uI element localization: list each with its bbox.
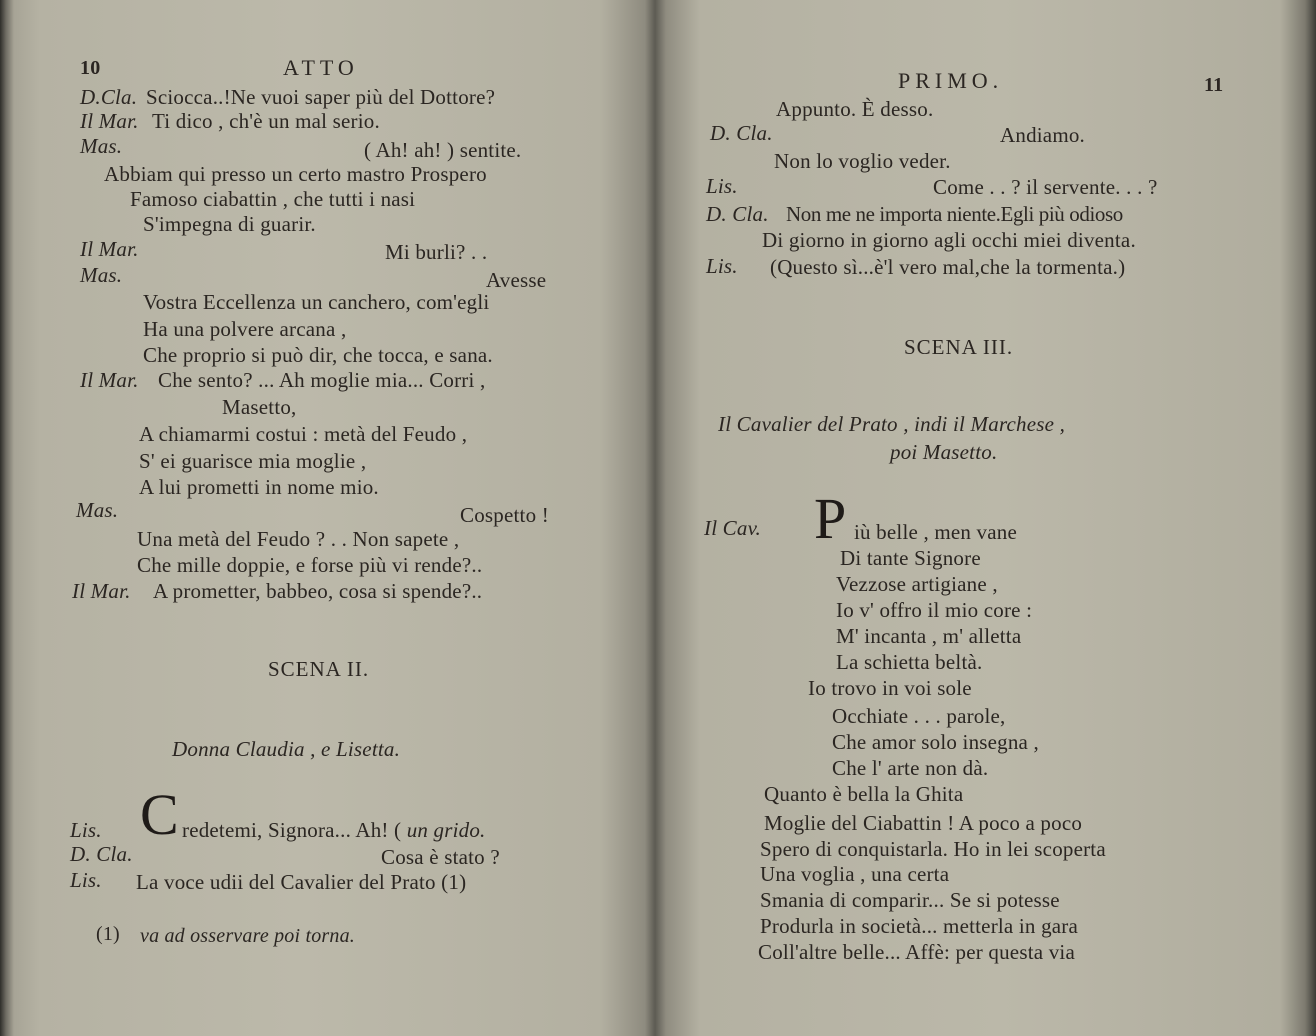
text-line: A prometter, babbeo, cosa si spende?.. xyxy=(153,579,483,603)
speaker: Lis. xyxy=(706,174,738,198)
text-line: Vostra Eccellenza un canchero, com'egli xyxy=(143,290,490,314)
text-line: Non lo voglio veder. xyxy=(774,149,951,173)
text-line: Masetto, xyxy=(222,395,297,419)
verse-line: La schietta beltà. xyxy=(836,650,983,674)
text-line: Ha una polvere arcana , xyxy=(143,317,347,341)
speaker: Il Mar. xyxy=(80,109,139,133)
speaker: Mas. xyxy=(80,134,123,158)
text-line: Di giorno in giorno agli occhi miei diventa. xyxy=(762,228,1136,252)
text-line: Sciocca..!Ne vuoi saper più del Dottore? xyxy=(146,85,496,109)
right-page xyxy=(658,0,1316,1036)
text-line: Famoso ciabattin , che tutti i nasi xyxy=(130,187,416,211)
page-number: 10 xyxy=(80,57,101,79)
speaker: Lis. xyxy=(70,868,102,892)
speaker: D.Cla. xyxy=(80,85,138,109)
speaker: D. Cla. xyxy=(706,202,769,226)
text-line: (Questo sì...è'l vero mal,che la tormenta.) xyxy=(770,255,1126,279)
verse-line: Che amor solo insegna , xyxy=(832,730,1039,754)
text-line: Come . . ? il servente. . . ? xyxy=(933,175,1158,199)
running-head: PRIMO. xyxy=(898,68,1004,93)
speaker: Il Mar. xyxy=(72,579,131,603)
speaker: Mas. xyxy=(76,498,119,522)
speaker: Il Mar. xyxy=(80,237,139,261)
scene-title: SCENA III. xyxy=(904,335,1014,359)
drop-cap: C xyxy=(140,782,179,847)
text-line: Non me ne importa niente.Egli più odioso xyxy=(786,202,1123,226)
text-line: ( Ah! ah! ) sentite. xyxy=(364,138,522,162)
verse-line: Una voglia , una certa xyxy=(760,862,950,886)
verse-line: iù belle , men vane xyxy=(854,520,1017,544)
text-line: A chiamarmi costui : metà del Feudo , xyxy=(139,422,468,446)
verse-line: Occhiate . . . parole, xyxy=(832,704,1006,728)
scene-characters: Donna Claudia , e Lisetta. xyxy=(172,737,401,761)
verse-line: Io trovo in voi sole xyxy=(808,676,972,700)
verse-line: M' incanta , m' alletta xyxy=(836,624,1022,648)
speaker: Il Cav. xyxy=(704,516,761,540)
text-line: Cosa è stato ? xyxy=(381,845,500,869)
verse-line: Smania di comparir... Se si potesse xyxy=(760,888,1060,912)
verse-line: Che l' arte non dà. xyxy=(832,756,989,780)
scene-characters: Il Cavalier del Prato , indi il Marchese , xyxy=(718,412,1066,436)
verse-line: Vezzose artigiane , xyxy=(836,572,998,596)
speaker: Mas. xyxy=(80,263,123,287)
text-line: Mi burli? . . xyxy=(385,240,488,264)
text-line: Che sento? ... Ah moglie mia... Corri , xyxy=(158,368,486,392)
verse-line: Coll'altre belle... Affè: per questa via xyxy=(758,940,1075,964)
verse-line: Di tante Signore xyxy=(840,546,981,570)
text-line: S' ei guarisce mia moglie , xyxy=(139,449,367,473)
stage-direction: un grido. xyxy=(406,818,486,842)
running-head: ATTO xyxy=(283,55,359,80)
text-line: S'impegna di guarir. xyxy=(143,212,316,236)
text-line: Abbiam qui presso un certo mastro Prospero xyxy=(104,162,487,186)
text-span: redetemi, Signora... Ah! ( xyxy=(182,818,402,842)
text-line xyxy=(182,818,486,842)
scene-characters: poi Masetto. xyxy=(890,440,998,464)
text-line: Andiamo. xyxy=(1000,123,1086,147)
text-line: Una metà del Feudo ? . . Non sapete , xyxy=(137,527,460,551)
speaker: Lis. xyxy=(70,818,102,842)
text-line: La voce udii del Cavalier del Prato (1) xyxy=(136,870,467,894)
verse-line: Moglie del Ciabattin ! A poco a poco xyxy=(764,811,1083,835)
verse-line: Spero di conquistarla. Ho in lei scoperta xyxy=(760,837,1106,861)
text-line: Appunto. È desso. xyxy=(776,97,934,121)
text-line: Ti dico , ch'è un mal serio. xyxy=(152,109,380,133)
speaker: Il Mar. xyxy=(80,368,139,392)
text-line: Che mille doppie, e forse più vi rende?.. xyxy=(137,553,483,577)
page-number: 11 xyxy=(1204,74,1224,96)
speaker: Lis. xyxy=(706,254,738,278)
verse-line: Quanto è bella la Ghita xyxy=(764,782,964,806)
left-page xyxy=(0,0,655,1036)
text-line: Che proprio si può dir, che tocca, e sana. xyxy=(143,343,493,367)
verse-line: Io v' offro il mio core : xyxy=(836,598,1033,622)
footnote: va ad osservare poi torna. xyxy=(140,925,355,947)
footnote-mark: (1) xyxy=(96,923,120,945)
drop-cap: P xyxy=(814,486,847,551)
text-line: A lui prometti in nome mio. xyxy=(139,475,379,499)
text-line: Cospetto ! xyxy=(460,503,549,527)
speaker: D. Cla. xyxy=(710,121,773,145)
scene-title: SCENA II. xyxy=(268,657,370,681)
verse-line: Produrla in società... metterla in gara xyxy=(760,914,1079,938)
speaker: D. Cla. xyxy=(70,842,133,866)
text-line: Avesse xyxy=(486,268,547,292)
